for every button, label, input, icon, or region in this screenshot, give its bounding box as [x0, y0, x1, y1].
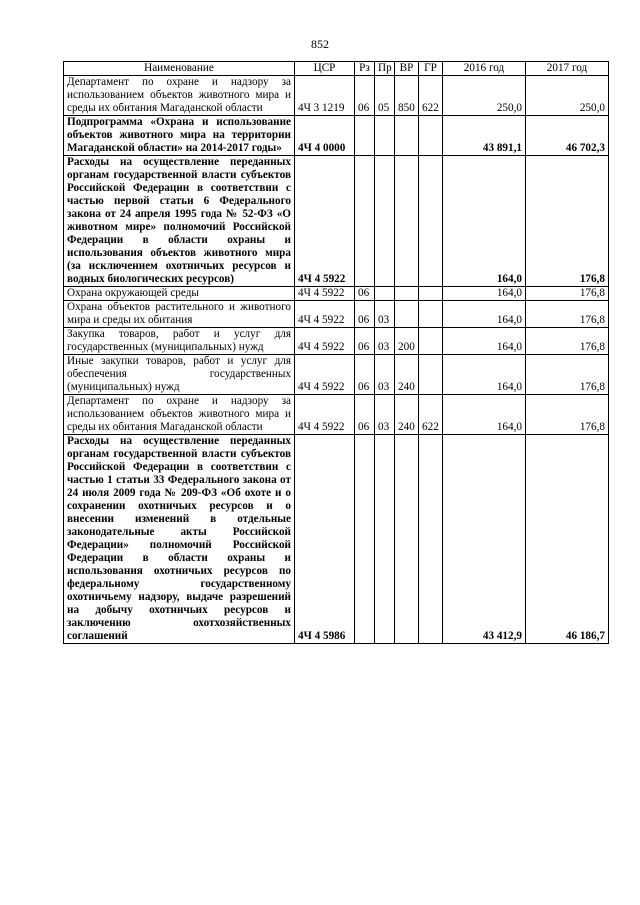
row-2016: 250,0	[443, 76, 526, 116]
row-csr: 4Ч 4 0000	[295, 116, 355, 156]
row-name: Расходы на осуществление переданных органам государственной власти субъектов Российской Федерации в соответствии с частью 1 статьи 33 Федерального закона от 24 июля 2009 года № 209-ФЗ «Об охоте и о сохранении охотничьих ресурсов и о внесении изменений в отдельные законодательные акты Российской Федерации» полномочий Российской Федерации в области охраны и использования охотничьих ресурсов по федеральному государственному охотничьему надзору, выдаче разрешений на добычу охотничьих ресурсов и заключению охотхозяйственных соглашений	[64, 435, 295, 644]
table-row	[64, 328, 609, 355]
header-2017: 2017 год	[526, 62, 609, 76]
row-2016: 164,0	[443, 156, 526, 287]
row-vr	[395, 116, 419, 156]
row-2017: 176,8	[526, 355, 609, 395]
row-vr	[395, 156, 419, 287]
header-gr: ГР	[419, 62, 443, 76]
row-gr	[419, 287, 443, 301]
row-rz: 06	[355, 395, 375, 435]
row-pr	[375, 156, 395, 287]
row-csr: 4Ч 4 5922	[295, 287, 355, 301]
row-rz	[355, 435, 375, 644]
row-2016: 43 891,1	[443, 116, 526, 156]
row-vr	[395, 301, 419, 328]
header-vr: ВР	[395, 62, 419, 76]
row-2016: 164,0	[443, 287, 526, 301]
row-rz: 06	[355, 328, 375, 355]
row-2017: 176,8	[526, 156, 609, 287]
table-row	[64, 435, 609, 644]
page-number: 852	[311, 37, 329, 51]
row-gr	[419, 328, 443, 355]
row-2017: 176,8	[526, 328, 609, 355]
row-vr: 850	[395, 76, 419, 116]
row-gr	[419, 156, 443, 287]
table-row	[64, 395, 609, 435]
row-name: Закупка товаров, работ и услуг для государственных (муниципальных) нужд	[64, 328, 295, 355]
row-vr	[395, 287, 419, 301]
row-csr: 4Ч 4 5922	[295, 355, 355, 395]
row-gr: 622	[419, 76, 443, 116]
row-vr: 240	[395, 355, 419, 395]
table-row	[64, 355, 609, 395]
row-name: Охрана окружающей среды	[64, 287, 295, 301]
row-2017: 176,8	[526, 395, 609, 435]
row-rz: 06	[355, 76, 375, 116]
row-name: Расходы на осуществление переданных органам государственной власти субъектов Российской Федерации в соответствии с частью первой статьи 6 Федерального закона от 24 апреля 1995 года № 52-ФЗ «О животном мире» полномочий Российской Федерации в области охраны и использования объектов животного мира (за исключением охотничьих ресурсов и водных биологических ресурсов)	[64, 156, 295, 287]
row-2017: 46 702,3	[526, 116, 609, 156]
row-csr: 4Ч 4 5922	[295, 328, 355, 355]
row-2016: 164,0	[443, 328, 526, 355]
row-pr: 05	[375, 76, 395, 116]
row-2017: 46 186,7	[526, 435, 609, 644]
row-name: Департамент по охране и надзору за использованием объектов животного мира и среды их обитания Магаданской области	[64, 76, 295, 116]
row-2017: 250,0	[526, 76, 609, 116]
row-csr: 4Ч 4 5922	[295, 301, 355, 328]
row-name: Охрана объектов растительного и животного мира и среды их обитания	[64, 301, 295, 328]
row-pr	[375, 287, 395, 301]
row-2016: 164,0	[443, 395, 526, 435]
row-gr	[419, 301, 443, 328]
row-pr: 03	[375, 328, 395, 355]
table-row	[64, 116, 609, 156]
row-rz	[355, 156, 375, 287]
row-pr: 03	[375, 395, 395, 435]
row-2016: 164,0	[443, 301, 526, 328]
row-rz: 06	[355, 355, 375, 395]
row-name: Департамент по охране и надзору за использованием объектов животного мира и среды их обитания Магаданской области	[64, 395, 295, 435]
row-2017: 176,8	[526, 301, 609, 328]
row-csr: 4Ч 4 5922	[295, 395, 355, 435]
table-row	[64, 76, 609, 116]
row-pr: 03	[375, 301, 395, 328]
row-vr	[395, 435, 419, 644]
row-gr	[419, 435, 443, 644]
row-name: Иные закупки товаров, работ и услуг для обеспечения государственных (муниципальных) нужд	[64, 355, 295, 395]
header-csr: ЦСР	[295, 62, 355, 76]
row-rz: 06	[355, 287, 375, 301]
row-pr	[375, 435, 395, 644]
row-rz	[355, 116, 375, 156]
table-row	[64, 287, 609, 301]
header-pr: Пр	[375, 62, 395, 76]
header-rz: Рз	[355, 62, 375, 76]
row-gr	[419, 355, 443, 395]
header-2016: 2016 год	[443, 62, 526, 76]
table-row	[64, 301, 609, 328]
row-gr: 622	[419, 395, 443, 435]
table-row	[64, 156, 609, 287]
budget-table	[63, 61, 609, 644]
row-2016: 164,0	[443, 355, 526, 395]
row-csr: 4Ч 4 5922	[295, 156, 355, 287]
header-name: Наименование	[64, 62, 295, 76]
row-csr: 4Ч 4 5986	[295, 435, 355, 644]
row-vr: 200	[395, 328, 419, 355]
row-2017: 176,8	[526, 287, 609, 301]
row-name: Подпрограмма «Охрана и использование объектов животного мира на территории Магаданской области» на 2014-2017 годы»	[64, 116, 295, 156]
row-csr: 4Ч 3 1219	[295, 76, 355, 116]
row-2016: 43 412,9	[443, 435, 526, 644]
row-pr: 03	[375, 355, 395, 395]
row-pr	[375, 116, 395, 156]
row-rz: 06	[355, 301, 375, 328]
row-vr: 240	[395, 395, 419, 435]
row-gr	[419, 116, 443, 156]
table-header-row	[64, 62, 609, 76]
